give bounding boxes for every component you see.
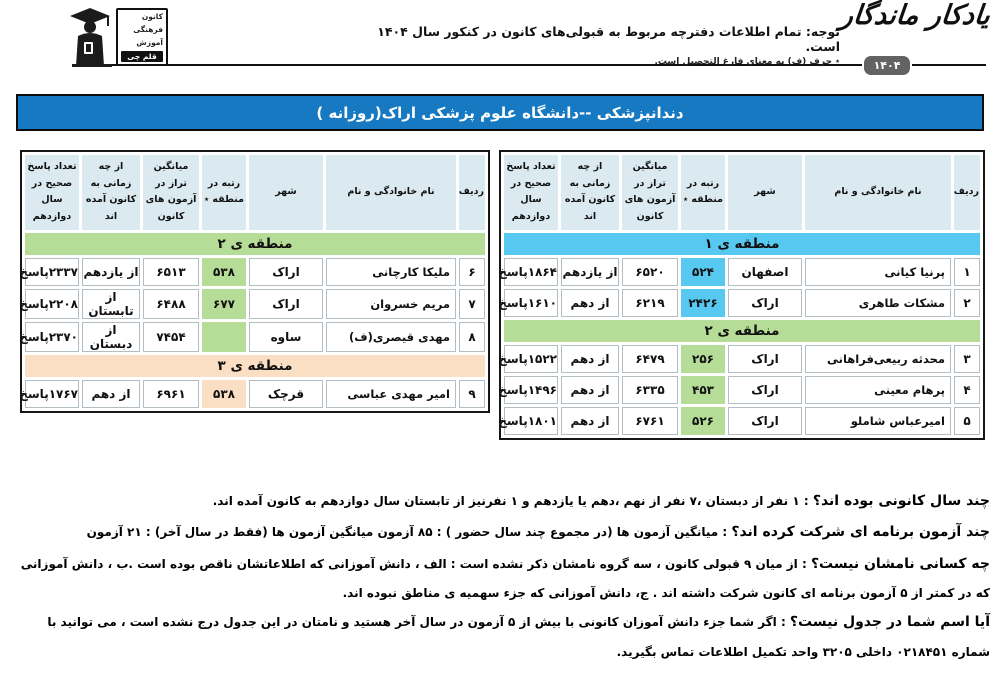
- row-number-cell: ۸: [459, 322, 485, 352]
- avg-score-cell: ۷۴۵۴: [143, 322, 199, 352]
- footnote-line: [10, 549, 990, 608]
- student-name-cell: پرنیا کیانی: [805, 258, 951, 286]
- kanoon-sign: [116, 8, 168, 66]
- city-cell: اراک: [728, 376, 802, 404]
- footnote-text: : اگر شما جزء دانش آموزان کانونی با بیش از ۵ آزمون در سال آخر هستید و نامتان در این جدول درج نشده است ، می توانید با شماره ۰۲۱۸۴۵۱ داخلی ۳۲۰۵ واحد تکمیل اطلاعات تماس بگیرید.: [47, 615, 990, 659]
- table-row: [25, 289, 485, 319]
- since-when-cell: از دبستان: [82, 322, 140, 352]
- region-rank-cell: [202, 322, 246, 352]
- region-rank-cell: ۲۵۶: [681, 345, 725, 373]
- footnote-line: [10, 517, 990, 549]
- footnote-label: آیا اسم شما در جدول نیست؟: [789, 614, 990, 630]
- region-band: منطقه ی ۲: [504, 320, 980, 342]
- column-header: ردیف: [459, 155, 485, 230]
- column-header: ردیف: [954, 155, 980, 230]
- region-band: منطقه ی ۱: [504, 233, 980, 255]
- region-rank-cell: ۵۲۶: [681, 407, 725, 435]
- footnotes: [10, 486, 990, 666]
- student-name-cell: مهدی قیصری(ف): [326, 322, 456, 352]
- footnote-text: : میانگین آزمون ها (در مجموع چند سال حضور ) : ۸۵ آزمون میانگین آزمون ها (فقط در سال آخر) : ۲۱ آزمون: [86, 525, 732, 539]
- table-header-row: [25, 155, 485, 230]
- row-number-cell: ۱: [954, 258, 980, 286]
- region-rank-cell: ۵۲۴: [681, 258, 725, 286]
- avg-score-cell: ۶۳۳۵: [622, 376, 678, 404]
- table-row: [504, 289, 980, 317]
- results-tables: [0, 150, 1000, 440]
- column-header: رتبه در منطقه ٭: [202, 155, 246, 230]
- city-cell: اراک: [728, 407, 802, 435]
- city-cell: اراک: [249, 289, 323, 319]
- year-badge: ۱۴۰۴: [864, 56, 910, 75]
- correct-answers-cell: ۲۳۳۷پاسخ: [25, 258, 79, 286]
- table-row: [25, 380, 485, 408]
- row-number-cell: ۷: [459, 289, 485, 319]
- kanoon-logo: [64, 4, 168, 68]
- correct-answers-cell: ۱۷۶۷پاسخ: [25, 380, 79, 408]
- row-number-cell: ۹: [459, 380, 485, 408]
- correct-answers-cell: ۱۶۱۰پاسخ: [504, 289, 558, 317]
- region-band-row: [504, 233, 980, 255]
- student-name-cell: مشکات طاهری: [805, 289, 951, 317]
- notice-line-2: ٭ حرف (ف) به معنای فارغ التحصیل است.: [654, 57, 840, 67]
- footnote-text: : ۱ نفر از دبستان ،۷ نفر از نهم ،دهم یا یازدهم و ۱ نفرنیز از تابستان سال دوازدهم به کانون آمده اند.: [212, 493, 813, 508]
- city-cell: اراک: [728, 289, 802, 317]
- table-row: [25, 322, 485, 352]
- row-number-cell: ۵: [954, 407, 980, 435]
- region-band-row: [504, 320, 980, 342]
- ghalamchi-chip: قلم چی: [121, 51, 163, 62]
- avg-score-cell: ۶۴۸۸: [143, 289, 199, 319]
- since-when-cell: از یازدهم: [82, 258, 140, 286]
- table-row: [504, 345, 980, 373]
- column-header: از چه زمانی به کانون آمده اند: [82, 155, 140, 230]
- table-row: [25, 258, 485, 286]
- kanoon-sign-line: کانون: [141, 12, 163, 21]
- correct-answers-cell: ۱۸۰۱پاسخ: [504, 407, 558, 435]
- region-band: منطقه ی ۲: [25, 233, 485, 255]
- program-title-bar: دندانپزشکی --دانشگاه علوم پزشکی اراک(روزانه ): [16, 94, 984, 131]
- student-name-cell: امیر مهدی عباسی: [326, 380, 456, 408]
- row-number-cell: ۶: [459, 258, 485, 286]
- results-table-right: [499, 150, 985, 440]
- student-name-cell: پرهام معینی: [805, 376, 951, 404]
- avg-score-cell: ۶۹۶۱: [143, 380, 199, 408]
- column-header: میانگین تراز در آزمون های کانون: [622, 155, 678, 230]
- correct-answers-cell: ۱۵۲۲پاسخ: [504, 345, 558, 373]
- footnote-label: چند سال کانونی بوده اند؟: [812, 492, 990, 509]
- city-cell: اراک: [728, 345, 802, 373]
- kanoon-sign-line: فرهنگی: [133, 25, 163, 34]
- correct-answers-cell: ۱۸۶۴پاسخ: [504, 258, 558, 286]
- region-rank-cell: ۵۳۸: [202, 380, 246, 408]
- row-number-cell: ۲: [954, 289, 980, 317]
- avg-score-cell: ۶۲۱۹: [622, 289, 678, 317]
- region-band-row: [25, 233, 485, 255]
- correct-answers-cell: ۲۲۰۸پاسخ: [25, 289, 79, 319]
- table-row: [504, 258, 980, 286]
- table-row: [504, 376, 980, 404]
- correct-answers-cell: ۱۴۹۶پاسخ: [504, 376, 558, 404]
- region-band: منطقه ی ۳: [25, 355, 485, 377]
- student-name-cell: امیرعباس شاملو: [805, 407, 951, 435]
- region-rank-cell: ۴۵۳: [681, 376, 725, 404]
- region-rank-cell: ۵۳۸: [202, 258, 246, 286]
- region-rank-cell: ۲۴۲۶: [681, 289, 725, 317]
- student-name-cell: محدثه ربیعی‌فراهانی: [805, 345, 951, 373]
- region-rank-cell: ۶۷۷: [202, 289, 246, 319]
- column-header: رتبه در منطقه ٭: [681, 155, 725, 230]
- column-header: شهر: [728, 155, 802, 230]
- avg-score-cell: ۶۴۷۹: [622, 345, 678, 373]
- page-header: [0, 0, 1000, 94]
- since-when-cell: از دهم: [561, 289, 619, 317]
- city-cell: اصفهان: [728, 258, 802, 286]
- table-header-row: [504, 155, 980, 230]
- correct-answers-cell: ۲۳۷۰پاسخ: [25, 322, 79, 352]
- column-header: تعداد پاسخ صحیح در سال دوازدهم: [25, 155, 79, 230]
- footnote-line: [10, 607, 990, 666]
- avg-score-cell: ۶۵۲۰: [622, 258, 678, 286]
- kanoon-sign-line: آموزش: [136, 38, 163, 47]
- yadegar-mandegar-logo: [840, 2, 990, 30]
- row-number-cell: ۳: [954, 345, 980, 373]
- footnote-line: [10, 486, 990, 518]
- since-when-cell: از یازدهم: [561, 258, 619, 286]
- student-name-cell: ملیکا کارچانی: [326, 258, 456, 286]
- row-number-cell: ۴: [954, 376, 980, 404]
- since-when-cell: از دهم: [561, 376, 619, 404]
- table-row: [504, 407, 980, 435]
- since-when-cell: از دهم: [82, 380, 140, 408]
- column-header: از چه زمانی به کانون آمده اند: [561, 155, 619, 230]
- results-table-left: [20, 150, 490, 413]
- since-when-cell: از دهم: [561, 345, 619, 373]
- since-when-cell: از دهم: [561, 407, 619, 435]
- footnote-label: چند آزمون برنامه ای شرکت کرده اند؟: [731, 524, 990, 540]
- city-cell: قرچک: [249, 380, 323, 408]
- footnote-label: چه کسانی نامشان نیست؟: [810, 555, 990, 572]
- footnote-text: : از میان ۹ قبولی کانون ، سه گروه نامشان ذکر نشده است : الف ، دانش آموزانی که اطلاعاتشان ناقص بوده است .ب ، دانش آموزانی که در کمتر از ۵ آزمون برنامه ای کانون شرکت داشته اند . ج، دانش آموزانی که جزء سهمیه ی مناطق نبوده اند.: [20, 556, 990, 600]
- column-header: نام خانوادگی و نام: [805, 155, 951, 230]
- yadegar-calligraphy: یادکار ماندگار: [838, 0, 992, 31]
- city-cell: اراک: [249, 258, 323, 286]
- avg-score-cell: ۶۷۶۱: [622, 407, 678, 435]
- region-band-row: [25, 355, 485, 377]
- header-notice: [370, 24, 840, 67]
- avg-score-cell: ۶۵۱۳: [143, 258, 199, 286]
- column-header: نام خانوادگی و نام: [326, 155, 456, 230]
- column-header: تعداد پاسخ صحیح در سال دوازدهم: [504, 155, 558, 230]
- student-name-cell: مریم خسروان: [326, 289, 456, 319]
- since-when-cell: از تابستان: [82, 289, 140, 319]
- column-header: میانگین تراز در آزمون های کانون: [143, 155, 199, 230]
- city-cell: ساوه: [249, 322, 323, 352]
- graduate-icon: [64, 4, 116, 68]
- notice-line-1: توجه: تمام اطلاعات دفترچه مربوط به قبولی‌های کانون در کنکور سال ۱۴۰۴ است.: [377, 24, 840, 54]
- column-header: شهر: [249, 155, 323, 230]
